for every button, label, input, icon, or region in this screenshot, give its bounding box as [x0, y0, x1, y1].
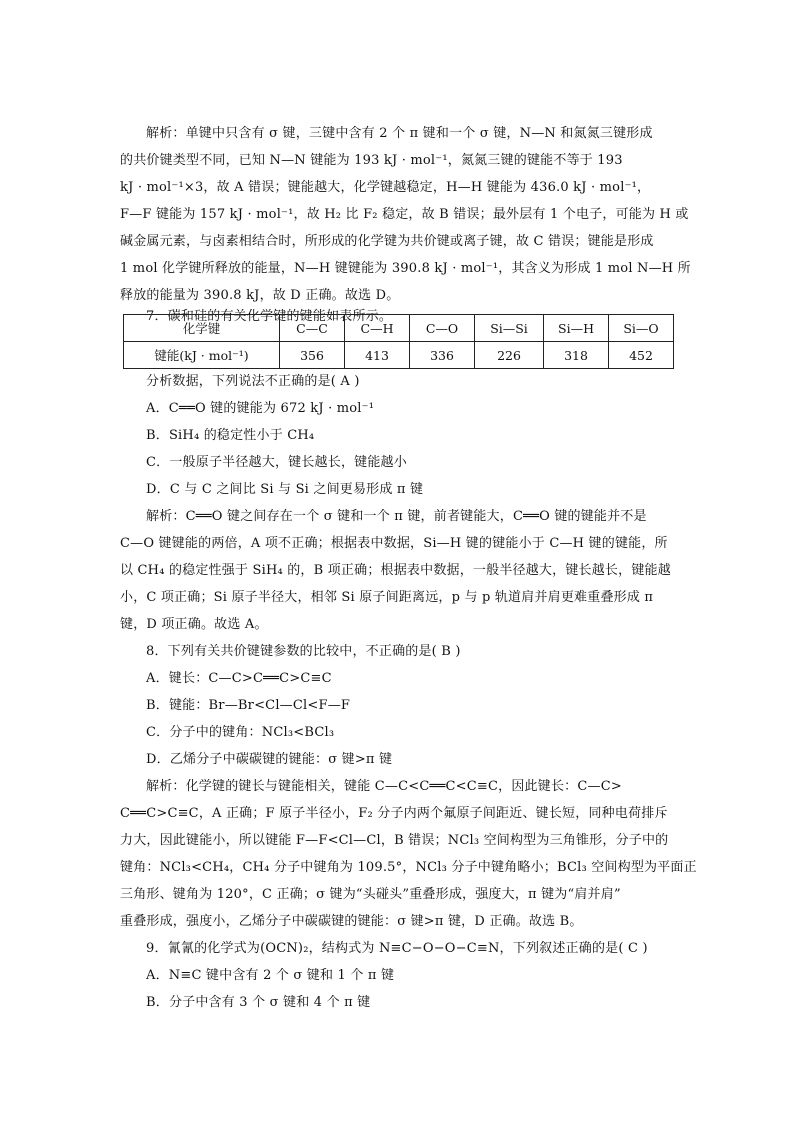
table-cell: 键能(kJ · mol⁻¹) [124, 342, 280, 369]
text-line: 解析：单键中只含有 σ 键，三键中含有 2 个 π 键和一个 σ 键，N—N 和氮氮三键形成 [146, 126, 653, 141]
text-line: 释放的能量为 390.8 kJ，故 D 正确。故选 D。 [120, 288, 400, 303]
table-cell: Si—Si [475, 315, 544, 342]
text-line: 的共价键类型不同，已知 N—N 键能为 193 kJ · mol⁻¹，氮氮三键的键能不等于 193 [120, 153, 623, 168]
table-cell: 226 [475, 342, 544, 369]
question-heading: 7．碳和硅的有关化学键的键能如表所示。 [146, 309, 393, 324]
text-line: C══C>C≡C，A 正确；F 原子半径小，F₂ 分子内两个氟原子间距近、键长短，同种电荷排斥 [120, 806, 668, 821]
table-cell: Si—H [544, 315, 609, 342]
table-cell: 化学键 [124, 315, 280, 342]
text-line: kJ · mol⁻¹×3，故 A 错误；键能越大，化学键越稳定，H—H 键能为 436.0 kJ · mol⁻¹， [120, 180, 651, 195]
bond-energy-table [123, 314, 674, 369]
question-heading: 9．氰氰的化学式为(OCN)₂，结构式为 N≡C−O−O−C≡N，下列叙述正确的是( C ) [146, 941, 648, 956]
option-b: B．SiH₄ 的稳定性小于 CH₄ [146, 428, 315, 443]
text-line: 力大，因此键能小，所以键能 F—F<Cl—Cl，B 错误；NCl₃ 空间构型为三角锥形，分子中的 [120, 833, 669, 848]
option-a: A．C══O 键的键能为 672 kJ · mol⁻¹ [146, 401, 375, 416]
text-line: 解析：C══O 键之间存在一个 σ 键和一个 π 键，前者键能大，C══O 键的键能并不是 [146, 509, 647, 524]
table-cell: 452 [609, 342, 674, 369]
option-a: A．键长：C—C>C══C>C≡C [146, 671, 332, 686]
text-line: 小，C 项正确；Si 原子半径大，相邻 Si 原子间距离远，p 与 p 轨道肩并肩更难重叠形成 π [120, 590, 654, 605]
text-line: 键角：NCl₃<CH₄，CH₄ 分子中键角为 109.5°，NCl₃ 分子中键角略小；BCl₃ 空间构型为平面正 [120, 860, 697, 875]
option-b: B．分子中含有 3 个 σ 键和 4 个 π 键 [146, 995, 371, 1010]
table-cell: 413 [345, 342, 410, 369]
text-line: F—F 键能为 157 kJ · mol⁻¹，故 H₂ 比 F₂ 稳定，故 B 错误；最外层有 1 个电子，可能为 H 或 [120, 207, 689, 222]
table-cell: 318 [544, 342, 609, 369]
option-b: B．键能：Br—Br<Cl—Cl<F—F [146, 698, 351, 713]
text-line: 以 CH₄ 的稳定性强于 SiH₄ 的，B 项正确；根据表中数据，一般半径越大，键长越长，键能越 [120, 563, 671, 578]
question-heading: 8．下列有关共价键键参数的比较中，不正确的是( B ) [146, 644, 461, 659]
table-cell: C—H [345, 315, 410, 342]
text-line: 碱金属元素，与卤素相结合时，所形成的化学键为共价键或离子键，故 C 错误；键能是形成 [120, 234, 654, 249]
table-cell: 336 [410, 342, 475, 369]
table-cell: Si—O [609, 315, 674, 342]
text-line: 解析：化学键的键长与键能相关，键能 C—C<C══C<C≡C，因此键长：C—C> [146, 779, 622, 794]
option-c: C．一般原子半径越大，键长越长，键能越小 [146, 455, 407, 470]
table-header-row [124, 315, 674, 342]
table-row [124, 342, 674, 369]
text-line: 键，D 项正确。故选 A。 [120, 617, 268, 632]
table-cell: 356 [280, 342, 345, 369]
option-d: D．乙烯分子中碳碳键的键能：σ 键>π 键 [146, 752, 393, 767]
text-line: 1 mol 化学键所释放的能量，N—H 键键能为 390.8 kJ · mol⁻¹，其含义为形成 1 mol N—H 所 [120, 261, 691, 276]
option-c: C．分子中的键角：NCl₃<BCl₃ [146, 725, 335, 740]
text-line: 三角形、键角为 120°，C 正确；σ 键为“头碰头”重叠形成，强度大，π 键为“肩并肩” [120, 887, 621, 902]
option-a: A．N≡C 键中含有 2 个 σ 键和 1 个 π 键 [146, 968, 395, 983]
table-cell: C—O [410, 315, 475, 342]
question-prompt: 分析数据，下列说法不正确的是( A ) [146, 374, 360, 389]
text-line: C—O 键键能的两倍，A 项不正确；根据表中数据，Si—H 键的键能小于 C—H 键的键能，所 [120, 536, 668, 551]
text-line: 重叠形成，强度小，乙烯分子中碳碳键的键能：σ 键>π 键，D 正确。故选 B。 [120, 914, 583, 929]
table-cell: C—C [280, 315, 345, 342]
option-d: D．C 与 C 之间比 Si 与 Si 之间更易形成 π 键 [146, 482, 424, 497]
